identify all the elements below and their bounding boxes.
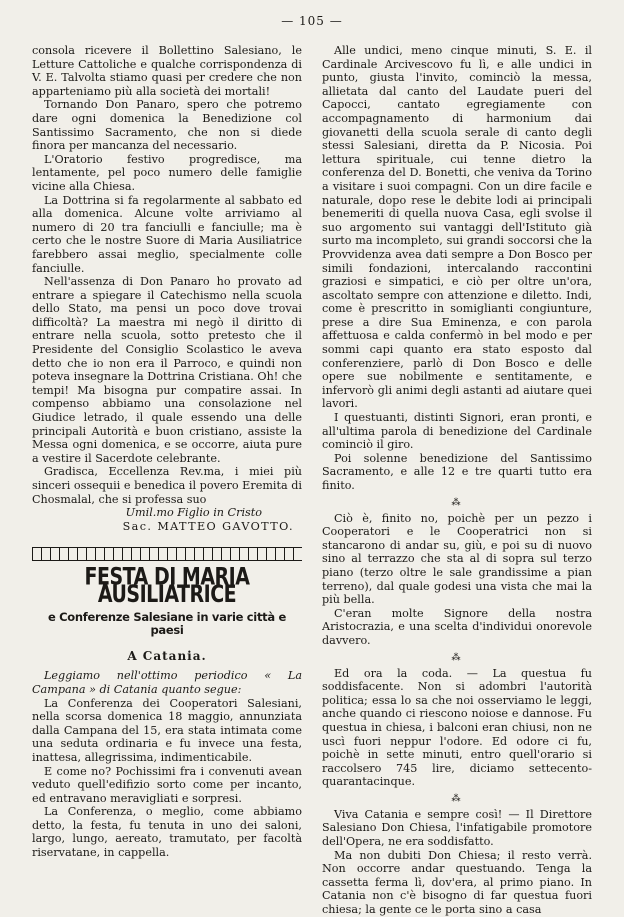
paragraph: La Conferenza dei Cooperatori Salesiani, nella scorsa domenica 18 maggio, annunziata dalla Campana del 15, era stata intimata come una seduta ordinaria e fu invece una festa, inattesa, allegrissima, indimenticabile. — [32, 696, 302, 764]
paragraph: Ma non dubiti Don Chiesa; il resto verrà. Non occorre andar questuando. Tenga la cassetta ferma lì, dov'era, al primo piano. In Catania non c'è bisogno di far questua fuori chiesa; la gente ce le porta sino a casa — [322, 848, 592, 917]
paragraph: consola ricevere il Bollettino Salesiano, le Letture Cattoliche e qualche corrispondenza di V. E. Talvolta stiamo quasi per credere che non apparteniamo più alla società dei mortali! — [32, 44, 302, 98]
section-separator: ⁂ — [451, 497, 463, 508]
page-number: — 105 — — [281, 14, 343, 28]
section-title: A Catania. — [127, 648, 207, 663]
intro-paragraph: Leggiamo nell'ottimo periodico « La Campana » di Catania quanto segue: — [32, 669, 302, 696]
paragraph: Tornando Don Panaro, spero che potremo dare ogni domenica la Benedizione col Santissimo Sacramento, che non si diede finora per mancanza del necessario. — [32, 98, 302, 153]
article-subheading: e Conferenze Salesiane in varie città e paesi — [47, 609, 287, 638]
section-separator: ⁂ — [451, 793, 463, 804]
paragraph: Ed ora la coda. — La questua fu soddisfacente. Non si adombri l'autorità politica; essa lo sa che noi osserviamo le leggi, anche quando ci riescono noiose e dannose. Fu questua in chiesa, i balconi eran chiusi, non ne uscì fuori neppur l'odore. Ed odore ci fu, poichè in sette minuti, entro quell'orario si raccolsero 745 lire, diciamo settecento-quarantacinque. — [322, 666, 592, 789]
right-column — [322, 44, 592, 917]
paragraph: Nell'assenza di Don Panaro ho provato ad entrare a spiegare il Catechismo nella scuola dello Stato, ma pensi un poco dove trovai difficoltà? La maestra mi negò il diritto di entrare nella scuola, sotto pretesto che il Presidente del Consiglio Scolastico le aveva detto che io non era il Parroco, e quindi non poteva insegnare la Dottrina Cristiana. Oh! che tempi! Ma bisogna pur compatire assai. In compenso abbiamo una consolazione nel Giudice letrado, il quale essendo una delle principali Autorità e buon cristiano, assiste la Messa ogni domenica, e se occorre, aiuta pure a vestire il Sacerdote celebrante. — [32, 275, 302, 465]
left-column — [32, 44, 302, 860]
paragraph: La Conferenza, o meglio, come abbiamo detto, la festa, fu tenuta in uno dei saloni, largo, lungo, aereato, tramutato, per facoltà riservatane, in cappella. — [32, 805, 302, 860]
paragraph: E come no? Pochissimi fra i convenuti avean veduto quell'edifizio sorto come per incanto, ed entravano meravigliati e sorpresi. — [32, 764, 302, 805]
paragraph: Ciò è, finito no, poichè per un pezzo i Cooperatori e le Cooperatrici non si stancarono di andar su, giù, e poi su di nuovo sino al terrazzo che sta al di sopra sul terzo piano (terzo oltre le sale grandissime a pian terreno), dal quale godesi una vista che mai la più bella. — [322, 511, 592, 607]
paragraph: Alle undici, meno cinque minuti, S. E. il Cardinale Arcivescovo fu lì, e alle undici in punto, giusta l'invito, cominciò la messa, allietata dal canto del Laudate pueri del Capocci, cantato egregiamente con accompagnamento di harmonium dai giovanetti della scuola serale di canto degli stessi Salesiani, diretta da P. Nicosia. Poi lettura spirituale, cui tenne dietro la conferenza del D. Bonetti, che veniva da Torino a visitare i suoi compagni. Con un dire facile e naturale, dopo rese le debite lodi ai principali benemeriti di quella nuova Casa, egli svolse il suo argomento sui vantaggi dell'Istituto già surto ma incompleto, sui grandi soccorsi che la Provvidenza avea dati sempre a Don Bosco per simili fondazioni, intercalando raccontini graziosi e simpatici, e ciò per oltre un'ora, ascoltato sempre con attenzione e diletto. Indi, come è prescritto in somiglianti congiunture, prese a dire Sua Eminenza, e con parola affettuosa e calda confermò in bel modo e per sommi capi quanto era stato esposto dal conferenziere, parlò di Don Bosco e delle opere sue nobilmente e sentitamente, e infervorò gli animi degli astanti ad aiutare quei lavori. — [322, 44, 592, 411]
paragraph: La Dottrina si fa regolarmente al sabbato ed alla domenica. Alcune volte arriviamo al numero di 20 tra fanciulli e fanciulle; ma è certo che le nostre Suore di Maria Ausiliatrice farebbero assai meglio, specialmente colle fanciulle. — [32, 193, 302, 275]
paragraph: Gradisca, Eccellenza Rev.ma, i miei più sinceri ossequii e benedica il povero Eremita di Chosmalal, che si professa suo — [32, 465, 302, 506]
signature-greeting: Umil.mo Figlio in Cristo — [125, 506, 262, 520]
paragraph: C'eran molte Signore della nostra Aristocrazia, e una scelta d'individui onorevole davvero. — [322, 606, 592, 647]
signature-name: Sac. MATTEO GAVOTTO. — [122, 519, 294, 533]
paragraph: L'Oratorio festivo progredisce, ma lentamente, pel poco numero delle famiglie vicine alla Chiesa. — [32, 152, 302, 193]
paragraph: Viva Catania e sempre così! — Il Direttore Salesiano Don Chiesa, l'infatigabile promotore dell'Opera, ne era soddisfatto. — [322, 807, 592, 849]
ornament-divider — [32, 547, 302, 561]
section-separator: ⁂ — [451, 652, 463, 663]
paragraph: Poi solenne benedizione del Santissimo Sacramento, e alle 12 e tre quarti tutto era finito. — [322, 451, 592, 492]
article-heading: FESTA DI MARIA AUSILIATRICE — [84, 563, 250, 609]
paragraph: I questuanti, distinti Signori, eran pronti, e all'ultima parola di benedizione del Cardinale cominciò il giro. — [322, 411, 592, 452]
